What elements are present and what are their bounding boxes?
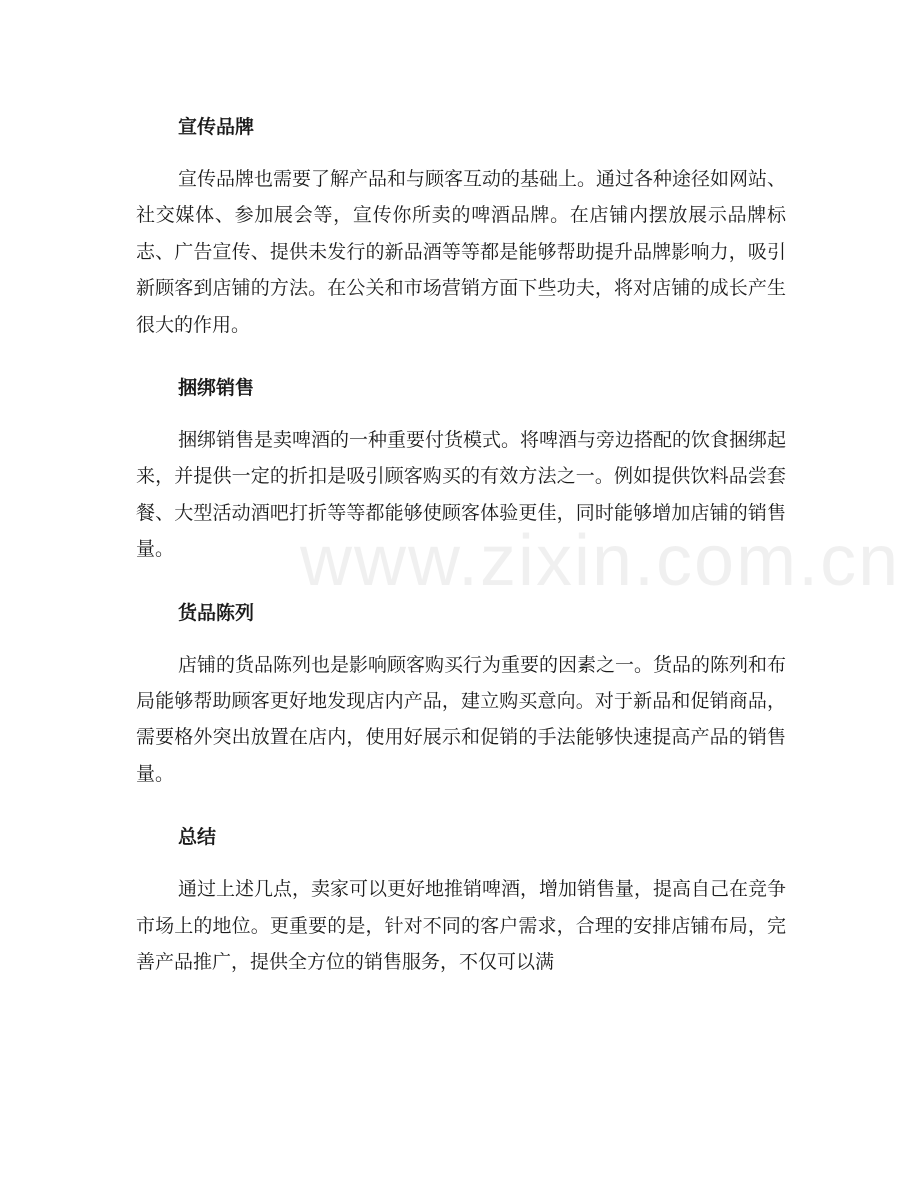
section-paragraph-summary: 通过上述几点，卖家可以更好地推销啤酒，增加销售量，提高自己在竞争市场上的地位。更重要的是，针对不同的客户需求，合理的安排店铺布局，完善产品推广，提供全方位的销售服务，不仅可以满 [136, 878, 787, 974]
document-body [136, 108, 901, 1007]
section-heading-brand-promotion: 宣传品牌 [178, 116, 255, 138]
section-paragraph-bundle-sales: 捆绑销售是卖啤酒的一种重要付货模式。将啤酒与旁边搭配的饮食捆绑起来，并提供一定的折扣是吸引顾客购买的有效方法之一。例如提供饮料品尝套餐、大型活动酒吧打折等等都能够使顾客体验更佳，同时能够增加店铺的销售量。 [136, 429, 787, 561]
section-heading-bundle-sales: 捆绑销售 [178, 377, 255, 400]
section-paragraph-brand-promotion: 宣传品牌也需要了解产品和与顾客互动的基础上。通过各种途径如网站、社交媒体、参加展会等，宣传你所卖的啤酒品牌。在店铺内摆放展示品牌标志、广告宣传、提供未发行的新品酒等等都是能够帮助提升品牌影响力，吸引新顾客到店铺的方法。在公关和市场营销方面下些功夫，将对店铺的成长产生很大的作用。 [136, 168, 787, 336]
section-paragraph-merchandise-display: 店铺的货品陈列也是影响顾客购买行为重要的因素之一。货品的陈列和布局能够帮助顾客更好地发现店内产品，建立购买意向。对于新品和促销商品，需要格外突出放置在店内，使用好展示和促销的手法能够快速提高产品的销售量。 [136, 653, 787, 785]
section-heading-merchandise-display: 货品陈列 [178, 601, 255, 624]
watermark-text: www.zixin.com.cn [300, 521, 901, 601]
section-heading-summary: 总结 [178, 826, 217, 849]
